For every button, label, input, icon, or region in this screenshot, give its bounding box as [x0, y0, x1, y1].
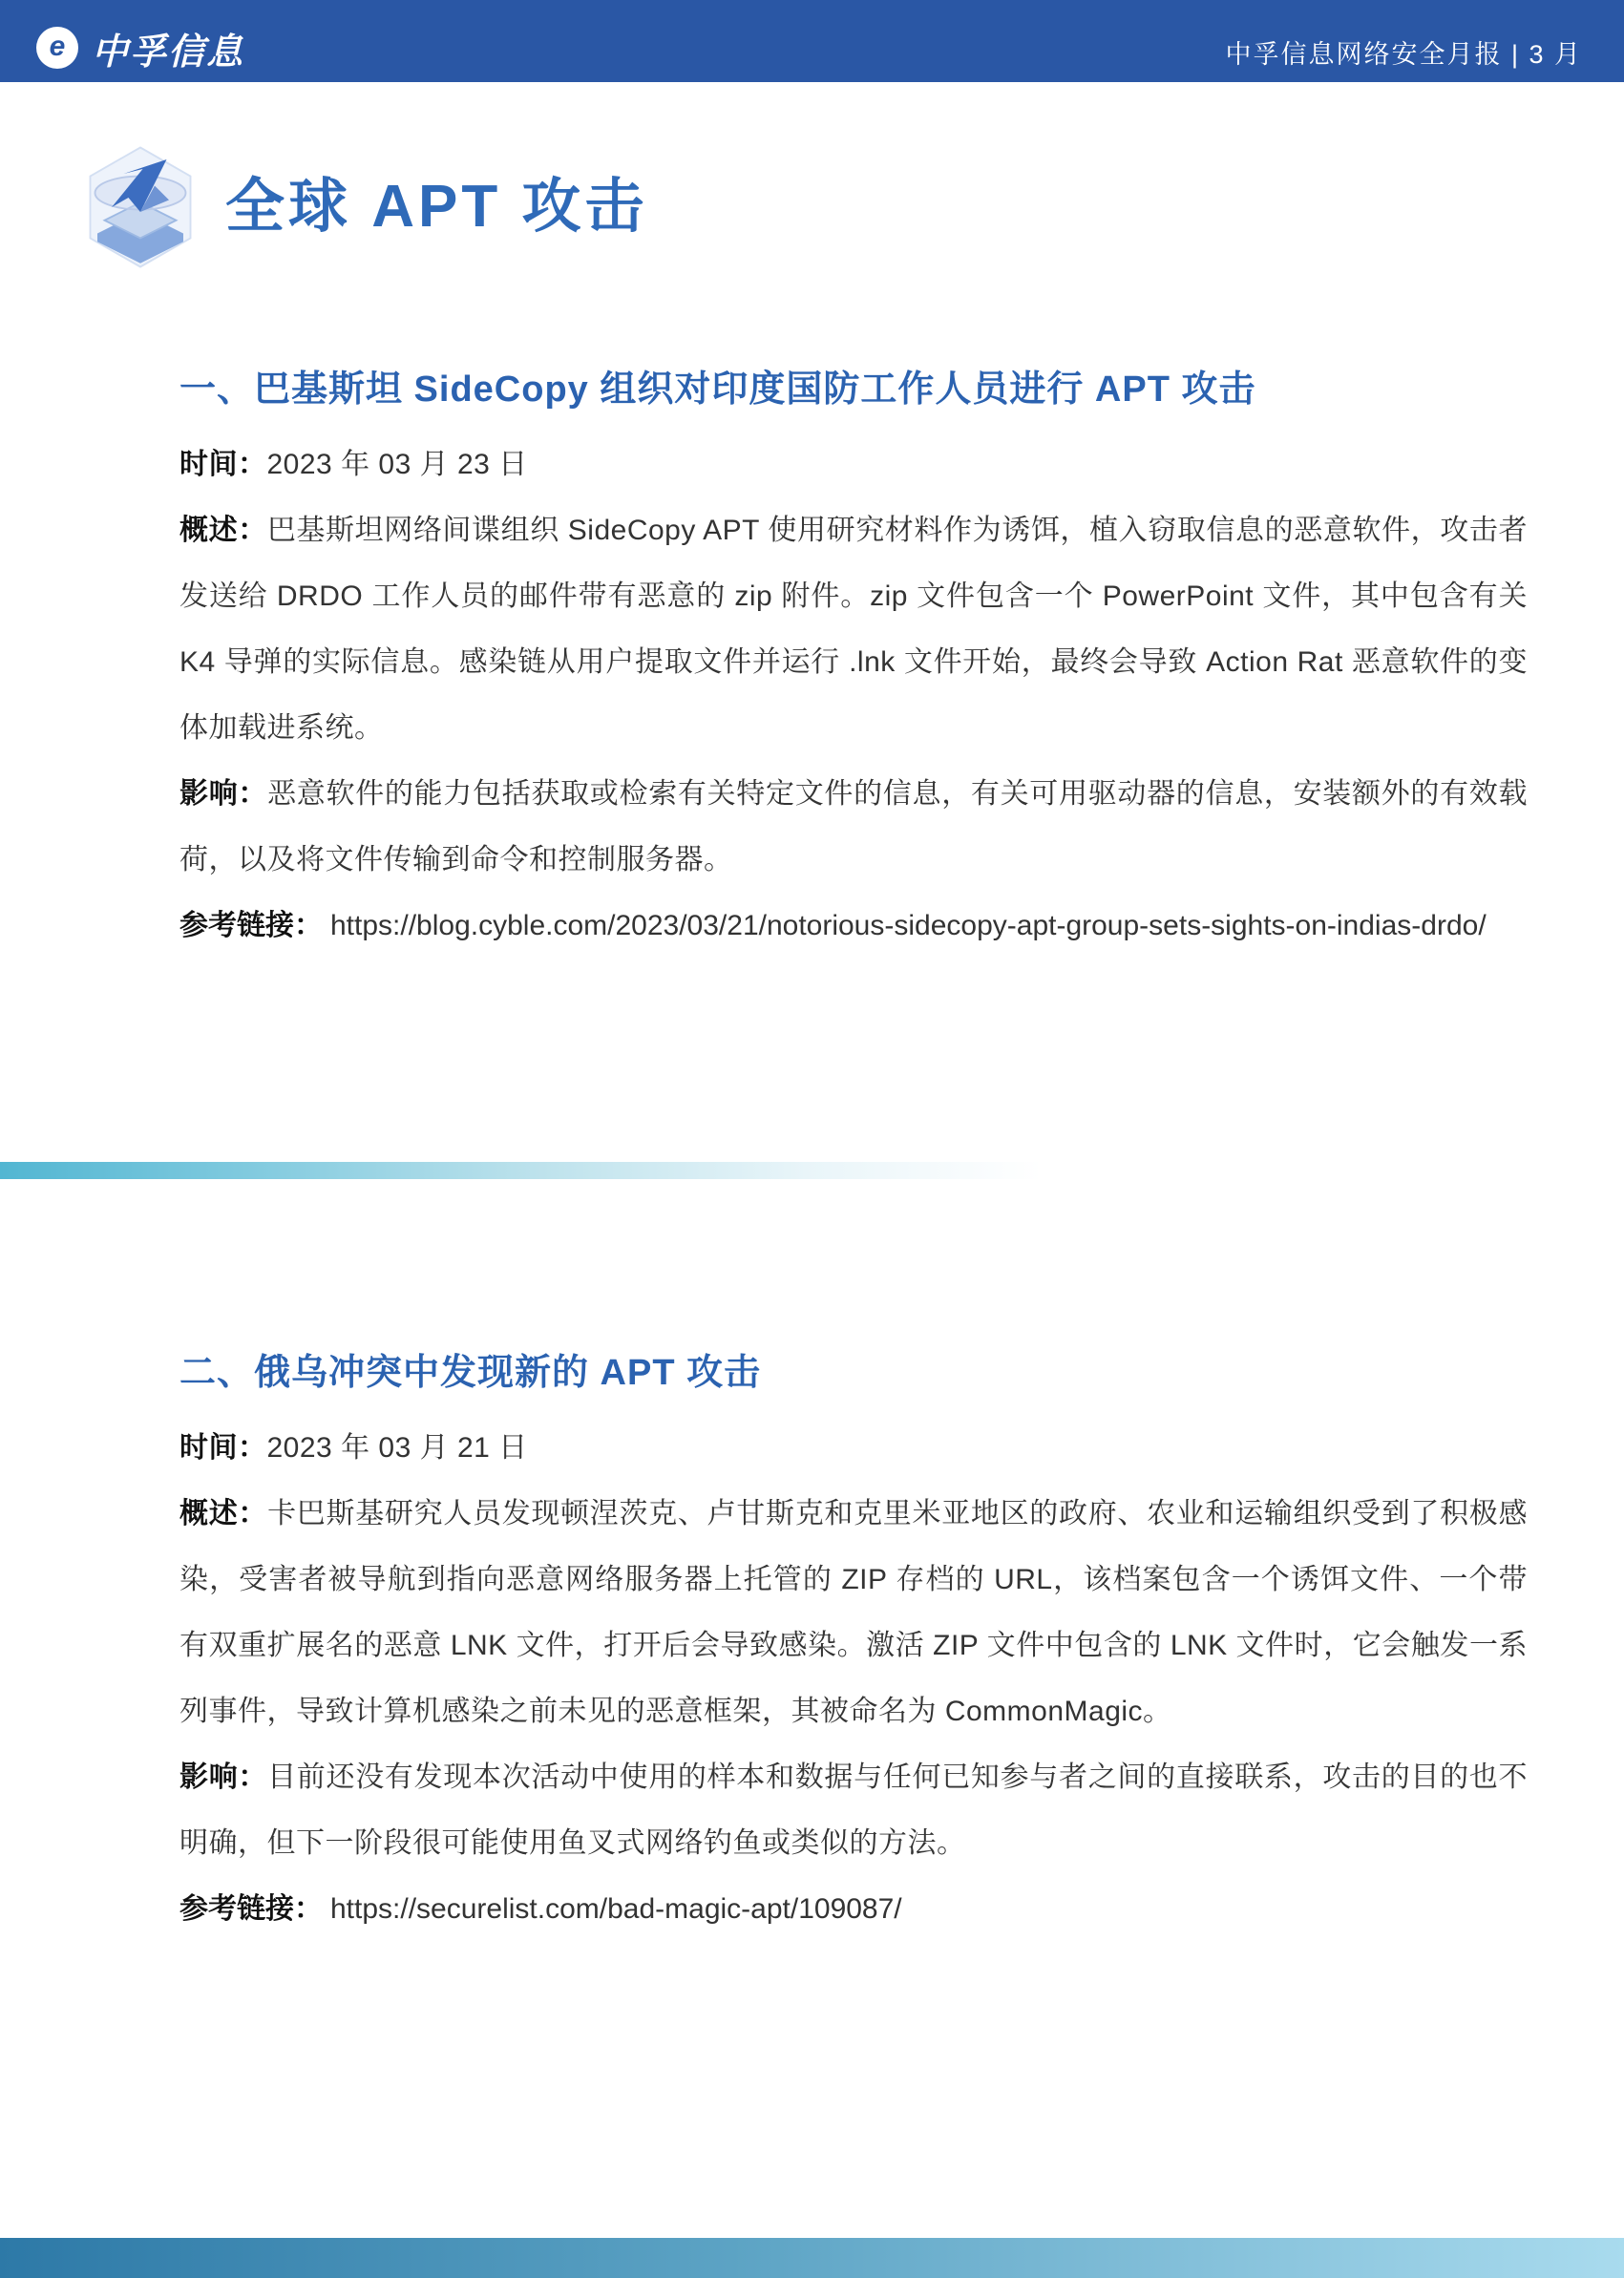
- zhongfu-logo-icon: [36, 27, 78, 69]
- time-label: 时间：: [179, 449, 267, 480]
- article-summary: [179, 497, 1528, 761]
- article-reference-row: [179, 893, 1528, 959]
- summary-label: 概述：: [179, 1498, 268, 1529]
- article-time-row: [179, 432, 1528, 497]
- summary-text: 巴基斯坦网络间谍组织 SideCopy APT 使用研究材料作为诱饵，植入窃取信息的恶意软件，攻击者发送给 DRDO 工作人员的邮件带有恶意的 zip 附件。zip 文件包含一个 PowerPoint 文件，其中包含有关 K4 导弹的实际信息。感染链从用户提取文件并运行 .lnk 文件开始，最终会导致 Action Rat 恶意软件的变体加载进系统。: [179, 515, 1528, 744]
- logo-glyph: e: [49, 31, 66, 62]
- article-impact: [179, 1744, 1528, 1876]
- article-time-row: [179, 1415, 1528, 1481]
- impact-text: 目前还没有发现本次活动中使用的样本和数据与任何已知参与者之间的直接联系，攻击的目的也不明确，但下一阶段很可能使用鱼叉式网络钓鱼或类似的方法。: [179, 1761, 1529, 1859]
- time-value: 2023 年 03 月 23 日: [266, 449, 528, 480]
- impact-text: 恶意软件的能力包括获取或检索有关特定文件的信息，有关可用驱动器的信息，安装额外的有效载荷，以及将文件传输到命令和控制服务器。: [179, 778, 1529, 875]
- header-bar: [0, 0, 1624, 82]
- impact-label: 影响：: [179, 778, 268, 810]
- article-impact: [179, 761, 1528, 893]
- page-title: 全球 APT 攻击: [225, 173, 648, 240]
- time-value: 2023 年 03 月 21 日: [266, 1432, 528, 1464]
- layers-3d-icon: [80, 145, 200, 269]
- zhongfu-logo: [36, 9, 244, 74]
- summary-label: 概述：: [179, 515, 267, 546]
- reference-link[interactable]: https://blog.cyble.com/2023/03/21/notorious-sidecopy-apt-group-sets-sights-on-indias-drdo/: [330, 910, 1487, 941]
- summary-text: 卡巴斯基研究人员发现顿涅茨克、卢甘斯克和克里米亚地区的政府、农业和运输组织受到了积极感染，受害者被导航到指向恶意网络服务器上托管的 ZIP 存档的 URL，该档案包含一个诱饵文件、一个带有双重扩展名的恶意 LNK 文件，打开后会导致感染。激活 ZIP 文件中包含的 LNK 文件时，它会触发一系列事件，导致计算机感染之前未见的恶意框架，其被命名为 CommonMagic。: [179, 1498, 1529, 1727]
- section-title-block: [80, 145, 647, 269]
- article-summary: [179, 1481, 1528, 1744]
- article-heading: 二、俄乌冲突中发现新的 APT 攻击: [179, 1353, 762, 1393]
- article-commonmagic-apt: [179, 1348, 1528, 1942]
- footer-gradient-bar: [0, 2238, 1624, 2278]
- article-heading: 一、巴基斯坦 SideCopy 组织对印度国防工作人员进行 APT 攻击: [179, 369, 1256, 410]
- time-label: 时间：: [179, 1432, 267, 1464]
- article-reference-row: [179, 1876, 1528, 1942]
- article-sidecopy-apt: [179, 365, 1528, 959]
- section-divider: [0, 1162, 1074, 1179]
- logo-wordmark: 中孚信息: [92, 32, 245, 73]
- report-title-month: 中孚信息网络安全月报 | 3 月: [1225, 39, 1582, 69]
- reference-label: 参考链接：: [179, 910, 323, 941]
- reference-link[interactable]: https://securelist.com/bad-magic-apt/109087/: [330, 1893, 902, 1925]
- reference-label: 参考链接：: [179, 1893, 323, 1925]
- impact-label: 影响：: [179, 1761, 268, 1793]
